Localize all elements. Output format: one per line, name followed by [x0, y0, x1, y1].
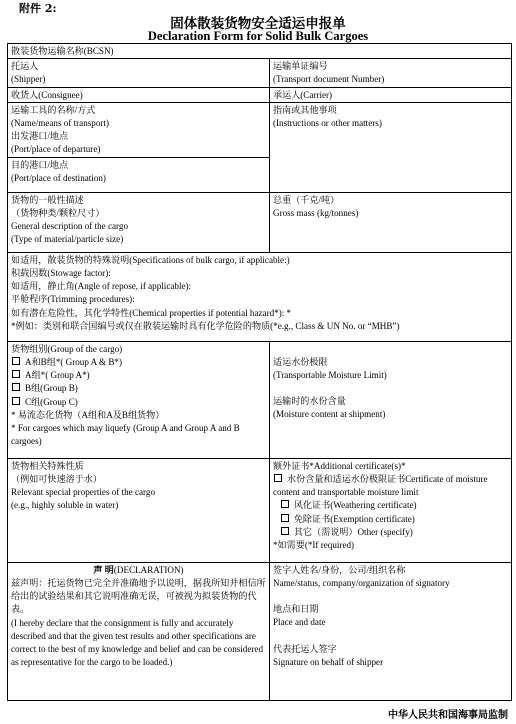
group-a-checkbox[interactable]: [12, 370, 20, 378]
group-ab-option[interactable]: A和B组*( Group A & B*): [11, 356, 266, 369]
general-desc-label-cn: 货物的一般性描述: [11, 195, 84, 206]
weathering-certificate-checkbox[interactable]: [281, 500, 289, 508]
place-date-label-cn: 地点和日期: [273, 604, 319, 615]
stowage-factor-label: 积载因数(Stowage factor):: [11, 268, 111, 279]
consignee-field[interactable]: [8, 88, 270, 103]
weathering-certificate-option[interactable]: 风化证书(Weathering certificate): [273, 499, 508, 512]
transport-document-field[interactable]: [270, 59, 512, 88]
moisture-certificate-checkbox[interactable]: [274, 474, 282, 482]
signatory-label-en: Name/status, company/organization of signatory: [273, 578, 450, 589]
special-props-label-en2: (e.g., highly soluble in water): [11, 500, 119, 511]
port-departure-label-cn: 出发港口/地点: [11, 131, 69, 142]
special-props-label-cn: 货物相关特殊性质: [11, 461, 84, 472]
group-ab-checkbox[interactable]: [12, 357, 20, 365]
declaration-form-table: [7, 43, 512, 701]
moisture-field[interactable]: [270, 342, 512, 459]
carrier-field[interactable]: [270, 88, 512, 103]
declaration-text-en: (I hereby declare that the consignment is fully and accurately described and that the given test results and other specifications are correct to the best of my knowledge and belief and can be considered as representative for the cargo to be loaded.): [11, 617, 264, 667]
destination-label-en: (Port/place of destination): [11, 172, 106, 183]
moisture-certificate-option[interactable]: 水份含量和适运水份极限证书Certificate of moisture content and transportable moisture limit: [273, 474, 488, 498]
cargo-group-field: [8, 342, 270, 459]
shipper-label-cn: 托运人: [11, 61, 39, 72]
form-title-english: Declaration Form for Solid Bulk Cargoes: [147, 29, 369, 43]
place-date-label-en: Place and date: [273, 617, 326, 628]
cargo-group-title: 货物组别(Group of the cargo): [11, 344, 123, 355]
certificates-title: 额外证书*Additional certificate(s)*: [273, 461, 406, 472]
specs-line: 如适用，散装货物的特殊说明(Specifications of bulk cargo, if applicable:): [11, 255, 290, 266]
declaration-field: [8, 563, 270, 701]
annex-label: 附件 2:: [19, 2, 57, 15]
consignee-label: 收货人(Consignee): [11, 90, 83, 101]
tml-label-en: (Transportable Moisture Limit): [273, 370, 387, 381]
bulk-cargo-specifications-field[interactable]: [8, 253, 512, 342]
instructions-label-en: (Instructions or other matters): [273, 118, 382, 129]
general-description-field[interactable]: [8, 193, 270, 253]
port-departure-label-en: (Port/place of departure): [11, 144, 101, 155]
special-props-label-en: Relevant special properties of the cargo: [11, 487, 156, 498]
other-certificate-checkbox[interactable]: [281, 527, 289, 535]
liquefy-note-cn: * 易流态化货物（A组和A及B组货物）: [11, 409, 165, 420]
form-title-chinese: 固体散装货物安全适运申报单: [170, 16, 346, 32]
declaration-text-cn: 兹声明：托运货物已完全并准确地予以说明，据我所知并相信所给出的试验结果和其它说明准确无误，可被视为拟装货物的代表。: [11, 578, 266, 615]
signature-label-en: Signature on behalf of shipper: [273, 656, 384, 667]
destination-label-cn: 目的港口/地点: [11, 159, 69, 170]
certificates-note: *如需要(*If required): [273, 539, 355, 550]
special-props-label-cn2: （例如可快速溶于水）: [11, 474, 102, 485]
group-b-checkbox[interactable]: [12, 383, 20, 391]
group-c-option[interactable]: C组(Group C): [11, 396, 266, 409]
group-b-option[interactable]: B组(Group B): [11, 382, 266, 395]
transport-doc-label-cn: 运输单证编号: [273, 61, 328, 72]
signatory-label-cn: 签字人姓名/身份，公司/组织名称: [273, 565, 406, 576]
signature-label-cn: 代表托运人签字: [273, 643, 337, 654]
trimming-procedures-label: 平舱程序(Trimming procedures):: [11, 294, 135, 305]
shipper-label-en: (Shipper): [11, 74, 46, 85]
chemical-example-note: *例如：类别和联合国编号或仅在散装运输时具有化学危险的物质(*e.g., Class & UN No. or “MHB”): [11, 320, 400, 331]
angle-of-repose-label: 如适用，静止角(Angle of repose, if applicable):: [11, 281, 192, 292]
special-properties-field[interactable]: [8, 459, 270, 563]
gross-mass-field[interactable]: [270, 193, 512, 253]
liquefy-note-en: * For cargoes which may liquefy (Group A and Group A and B cargoes): [11, 422, 240, 446]
exemption-certificate-checkbox[interactable]: [281, 514, 289, 522]
group-c-checkbox[interactable]: [12, 397, 20, 405]
instructions-label-cn: 指南或其他事项: [273, 105, 337, 116]
shipper-field[interactable]: [8, 59, 270, 88]
signatory-field[interactable]: [270, 563, 512, 701]
means-label-en: (Name/means of transport): [11, 118, 109, 129]
carrier-label: 承运人(Carrier): [273, 90, 333, 101]
bcsn-field[interactable]: [8, 44, 512, 59]
gross-mass-label-en: Gross mass (kg/tonnes): [273, 208, 359, 219]
general-desc-label-en2: (Type of material/particle size): [11, 234, 124, 245]
chemical-properties-label: 如有潜在危险性，其化学特性(Chemical properties if potential hazard*): *: [11, 307, 292, 318]
bcsn-label: 散装货物运输名称(BCSN): [11, 46, 114, 56]
declaration-heading: 声 明(DECLARATION): [93, 565, 184, 576]
additional-certificates-field: [270, 459, 512, 563]
other-certificate-option[interactable]: 其它（需说明）Other (specify): [273, 526, 508, 539]
issuer-footer: 中华人民共和国海事局监制: [388, 710, 508, 721]
transport-doc-label-en: (Transport document Number): [273, 74, 385, 85]
tml-label-cn: 适运水份极限: [273, 357, 328, 368]
general-desc-label-cn2: （货物种类/颗粒尺寸）: [11, 208, 105, 219]
group-a-option[interactable]: A组*( Group A*): [11, 369, 266, 382]
means-of-transport-field[interactable]: [8, 103, 270, 193]
destination-subfield[interactable]: [8, 157, 269, 185]
gross-mass-label-cn: 总重（千克/吨）: [273, 195, 340, 206]
means-label-cn: 运输工具的名称/方式: [11, 105, 96, 116]
moisture-content-label-en: (Moisture content at shipment): [273, 409, 386, 420]
instructions-field[interactable]: [270, 103, 512, 193]
exemption-certificate-option[interactable]: 免除证书(Exemption certificate): [273, 513, 508, 526]
moisture-content-label-cn: 运输时的水份含量: [273, 396, 346, 407]
general-desc-label-en: General description of the cargo: [11, 221, 128, 232]
